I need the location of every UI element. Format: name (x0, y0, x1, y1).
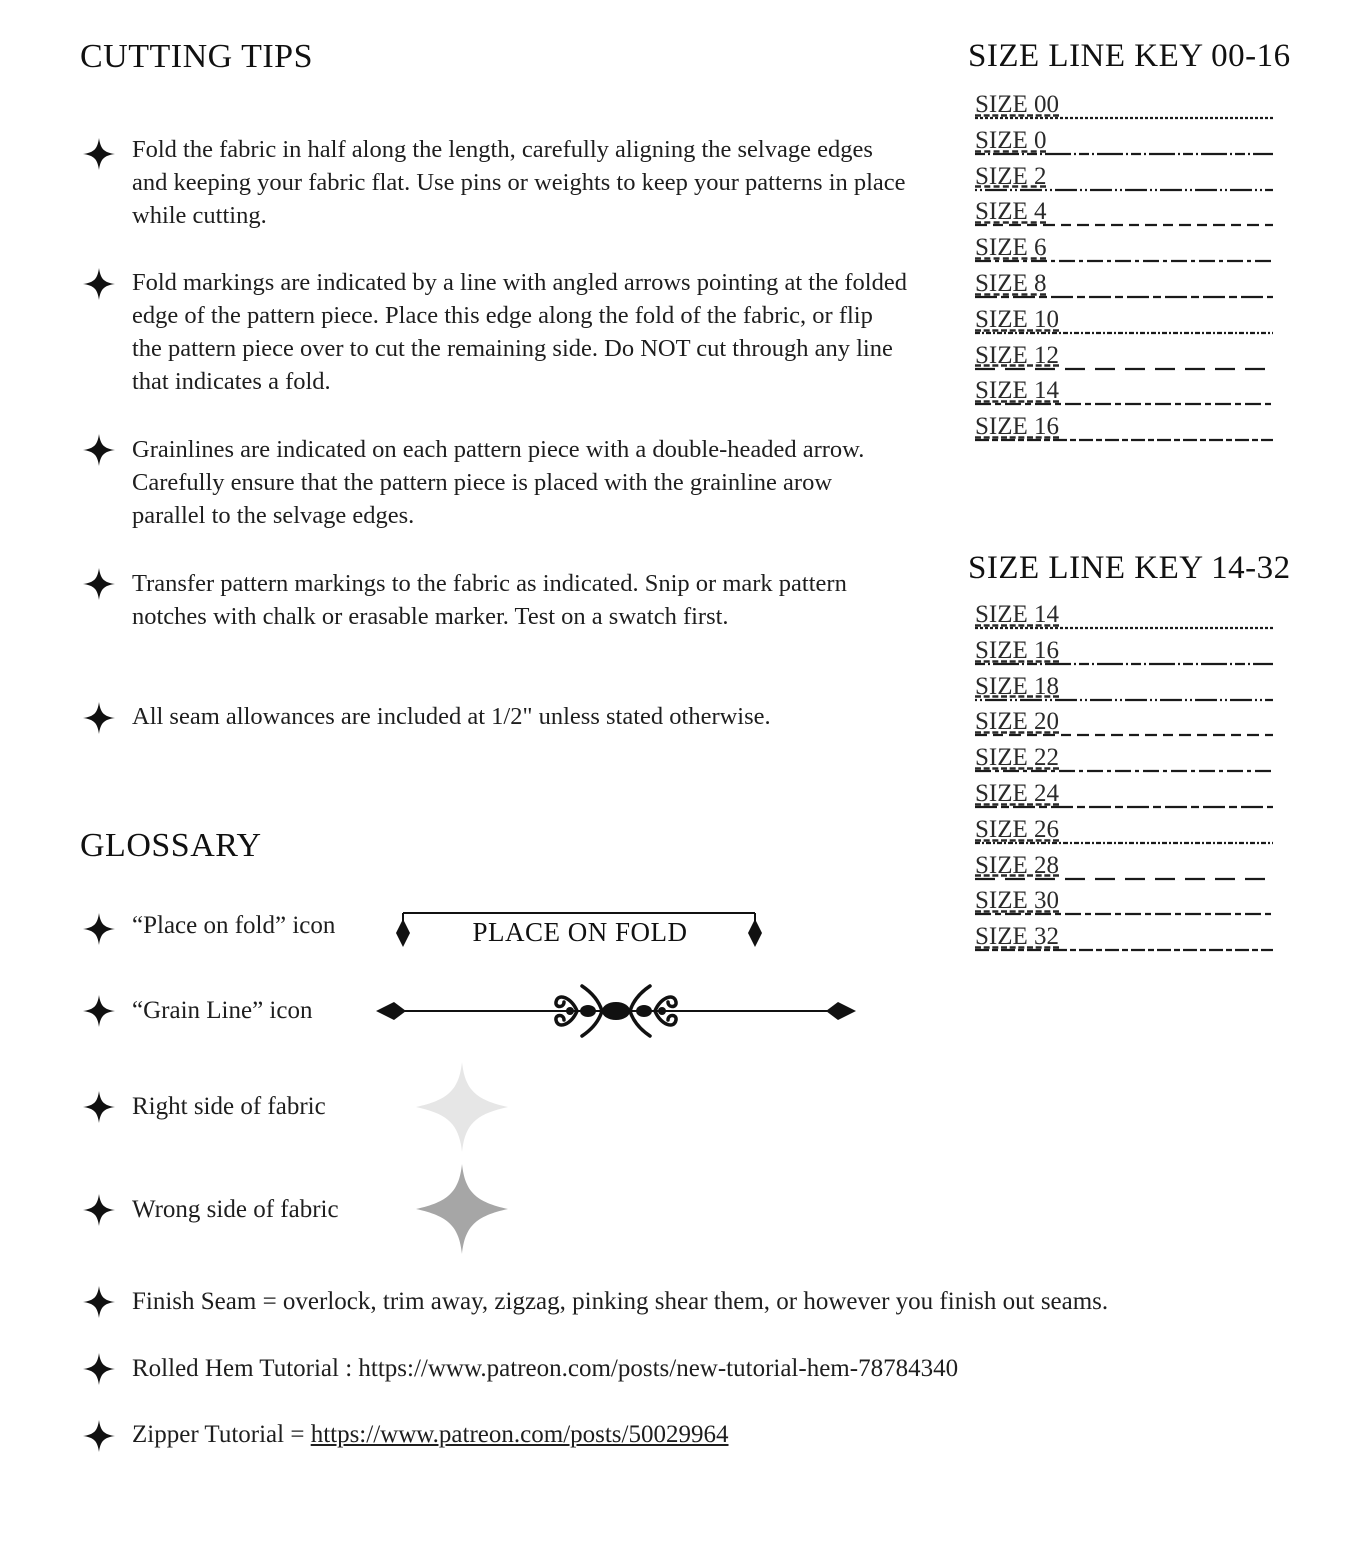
size-line-row (975, 923, 1275, 953)
zipper-tutorial-link[interactable]: https://www.patreon.com/posts/50029964 (310, 1421, 729, 1448)
size-label: SIZE 8 (975, 270, 1047, 297)
size-line-row (975, 816, 1275, 846)
zipper-tutorial-label: Zipper Tutorial = (132, 1421, 311, 1448)
size-line-stroke (975, 601, 1275, 631)
size-line-stroke (975, 780, 1275, 810)
size-line-stroke (975, 234, 1275, 264)
size-line-row (975, 377, 1275, 407)
size-label: SIZE 24 (975, 780, 1060, 807)
size-line-row (975, 198, 1275, 228)
wrong-side-label: Wrong side of fabric (132, 1196, 339, 1223)
size-line-stroke (975, 413, 1275, 443)
star-bullet-icon (82, 1285, 116, 1319)
size-line-row (975, 413, 1275, 443)
size-line-stroke (975, 923, 1275, 953)
size-label: SIZE 30 (975, 887, 1060, 915)
tip-item: Transfer pattern markings to the fabric as indicated. Snip or mark pattern notches with chalk or erasable marker. Test on a swatch first. (132, 570, 847, 630)
size-label: SIZE 22 (975, 744, 1060, 772)
size-label: SIZE 00 (975, 91, 1060, 118)
grain-line-label: “Grain Line” icon (132, 997, 313, 1024)
size-label: SIZE 32 (975, 923, 1060, 951)
size-label: SIZE 16 (975, 413, 1060, 441)
size-line-stroke (975, 708, 1275, 738)
size-line-stroke (975, 306, 1275, 336)
tip-item: Fold markings are indicated by a line with angled arrows pointing at the folded edge of the pattern piece. Place this edge along the fold of the fabric, or flip the pattern piece over to cut the remaining side. Do NOT cut through any line that indicates a fold. (132, 269, 907, 395)
size-label: SIZE 10 (975, 305, 1060, 333)
star-bullet-icon (82, 912, 116, 946)
size-label: SIZE 26 (975, 815, 1060, 843)
size-line-stroke (975, 163, 1275, 193)
size-line-stroke (975, 270, 1275, 300)
size-line-stroke (975, 91, 1275, 121)
finish-seam-text: Finish Seam = overlock, trim away, zigzag, pinking shear them, or however you finish out seams. (132, 1288, 1109, 1315)
rolled-hem-text: Rolled Hem Tutorial : https://www.patreon.com/posts/new-tutorial-hem-78784340 (132, 1355, 959, 1382)
size-label: SIZE 4 (975, 198, 1047, 226)
tip-item: Grainlines are indicated on each pattern piece with a double-headed arrow. Carefully ensure that the pattern piece is placed with the grainline arow parallel to the selvage edges. (132, 436, 865, 529)
place-on-fold-icon-text: PLACE ON FOLD (472, 917, 688, 947)
star-bullet-icon (82, 1352, 116, 1386)
size-line-row (975, 163, 1275, 193)
size-line-row (975, 601, 1275, 631)
size-label: SIZE 12 (975, 341, 1060, 369)
size-label: SIZE 28 (975, 851, 1060, 879)
size-line-stroke (975, 887, 1275, 917)
size-label: SIZE 2 (975, 162, 1047, 190)
size-line-row (975, 306, 1275, 336)
star-bullet-icon (82, 267, 116, 301)
size-line-row (975, 852, 1275, 882)
size-line-stroke (975, 816, 1275, 846)
grain-line-icon (372, 980, 860, 1042)
size-label: SIZE 18 (975, 672, 1060, 700)
wrong-side-star-icon (414, 1162, 510, 1256)
size-line-stroke (975, 198, 1275, 228)
size-label: SIZE 6 (975, 234, 1047, 262)
star-bullet-icon (82, 1419, 116, 1453)
size-label: SIZE 16 (975, 636, 1060, 664)
right-side-star-icon (414, 1060, 510, 1154)
size-line-row (975, 637, 1275, 667)
size-key-2-title: SIZE LINE KEY 14-32 (968, 550, 1291, 586)
size-line-stroke (975, 342, 1275, 372)
cutting-tips-title: CUTTING TIPS (80, 38, 313, 75)
size-label: SIZE 14 (975, 601, 1060, 628)
star-bullet-icon (82, 1090, 116, 1124)
size-line-row (975, 708, 1275, 738)
star-bullet-icon (82, 433, 116, 467)
size-line-row (975, 744, 1275, 774)
zipper-tutorial (132, 1418, 729, 1451)
tip-item: All seam allowances are included at 1/2" unless stated otherwise. (132, 703, 771, 730)
size-line-stroke (975, 127, 1275, 157)
size-label: SIZE 20 (975, 708, 1060, 736)
size-line-stroke (975, 673, 1275, 703)
star-bullet-icon (82, 567, 116, 601)
star-bullet-icon (82, 1193, 116, 1227)
size-line-stroke (975, 377, 1275, 407)
size-line-stroke (975, 744, 1275, 774)
star-bullet-icon (82, 137, 116, 171)
star-bullet-icon (82, 994, 116, 1028)
size-line-row (975, 887, 1275, 917)
right-side-label: Right side of fabric (132, 1093, 326, 1120)
size-line-row (975, 127, 1275, 157)
place-on-fold-label: “Place on fold” icon (132, 912, 336, 939)
size-line-row (975, 342, 1275, 372)
size-line-row (975, 673, 1275, 703)
size-line-row (975, 780, 1275, 810)
size-line-stroke (975, 852, 1275, 882)
size-line-row (975, 270, 1275, 300)
size-label: SIZE 14 (975, 377, 1060, 405)
size-key-1-title: SIZE LINE KEY 00-16 (968, 38, 1291, 74)
star-bullet-icon (82, 701, 116, 735)
glossary-title: GLOSSARY (80, 827, 262, 864)
size-label: SIZE 0 (975, 126, 1047, 154)
size-line-row (975, 91, 1275, 121)
place-on-fold-icon (390, 905, 768, 955)
size-line-row (975, 234, 1275, 264)
size-line-stroke (975, 637, 1275, 667)
tip-item: Fold the fabric in half along the length, carefully aligning the selvage edges and keeping your fabric flat. Use pins or weights to keep your patterns in place while cutting. (132, 136, 906, 229)
